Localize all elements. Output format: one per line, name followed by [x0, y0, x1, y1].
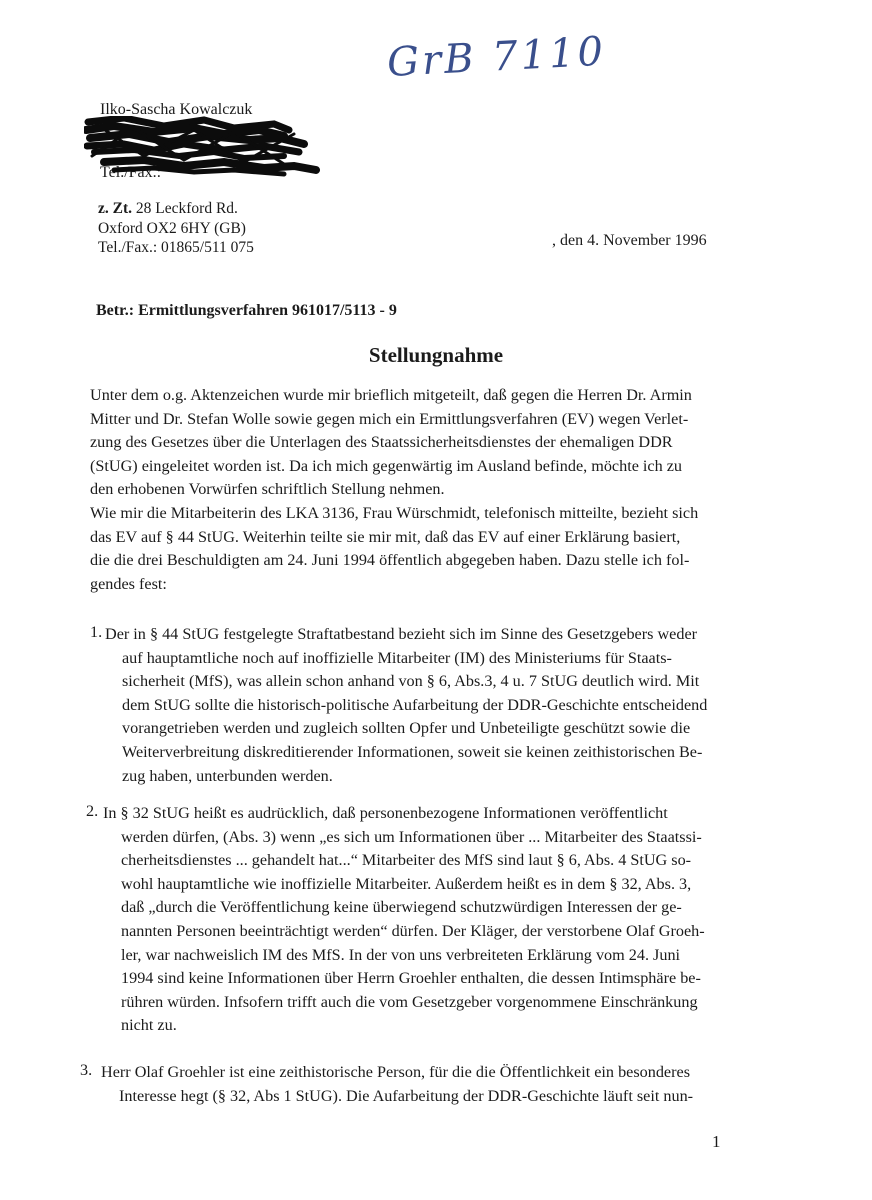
address-street: 28 Leckford Rd. [135, 200, 238, 217]
intro-line: Mitter und Dr. Stefan Wolle sowie gegen mich ein Ermittlungsverfahren (EV) wegen Verlet- [90, 409, 689, 428]
intro-line: das EV auf § 44 StUG. Weiterhin teilte sie mir mit, daß das EV auf einer Erklärung basiert, [90, 527, 681, 546]
redaction-scribble [84, 116, 320, 178]
intro-line: die die drei Beschuldigten am 24. Juni 1994 öffentlich abgegeben haben. Dazu stelle ich fol- [90, 551, 690, 570]
list-item-line: cherheitsdienstes ... gehandelt hat...“ Mitarbeiter des MfS sind laut § 6, Abs. 4 StUG so- [121, 851, 692, 870]
list-item-line: sicherheit (MfS), was allein schon anhand von § 6, Abs.3, 4 u. 7 StUG deutlich wird. Mit [122, 672, 700, 691]
list-item-line: rühren würden. Infsofern trifft auch die vom Gesetzgeber vorgenommene Einschränkung [121, 992, 698, 1011]
subject-line: Betr.: Ermittlungsverfahren 961017/5113 - 9 [96, 302, 397, 319]
list-item-line: Weiterverbreitung diskreditierender Informationen, soweit sie keinen zeithistorischen Be- [122, 742, 703, 761]
address-line-1 [98, 199, 254, 219]
page-number: 1 [712, 1132, 721, 1151]
temporary-address [98, 199, 254, 258]
intro-line: Unter dem o.g. Aktenzeichen wurde mir brieflich mitgeteilt, daß gegen die Herren Dr. Armin [90, 386, 692, 404]
list-item-line: auf hauptamtliche noch auf inoffizielle Mitarbeiter (IM) des Ministeriums für Staats- [122, 648, 672, 667]
list-item-line: Herr Olaf Groehler ist eine zeithistorische Person, für die die Öffentlichkeit ein besonderes [101, 1063, 690, 1081]
list-item [103, 802, 705, 1038]
address-tel: Tel./Fax.: 01865/511 075 [98, 239, 254, 256]
list-item-line: nannten Personen beeinträchtigt werden“ dürfen. Der Kläger, der verstorbene Olaf Groeh- [121, 921, 705, 940]
list-item-line: ler, war nachweislich IM des MfS. In der von uns verbreiteten Erklärung vom 24. Juni [121, 945, 681, 964]
list-item-line: daß „durch die Veröffentlichung keine überwiegend schutzwürdigen Interessen der ge- [121, 898, 682, 917]
intro-line: (StUG) eingeleitet worden ist. Da ich mich gegenwärtig im Ausland befinde, möchte ich zu [90, 456, 683, 475]
sender-tel: Tel./Fax.: [100, 164, 162, 181]
intro-line: gendes fest: [90, 574, 167, 593]
list-item-line: Der in § 44 StUG festgelegte Straftatbestand bezieht sich im Sinne des Gesetzgebers weder [105, 625, 698, 643]
list-item-number: 1. [90, 623, 103, 641]
list-item [101, 1061, 693, 1108]
address-prefix: z. Zt. [98, 200, 133, 217]
sender-name: Ilko-Sascha Kowalczuk [100, 101, 253, 118]
list-item-line: zug haben, unterbunden werden. [122, 766, 333, 785]
list-item-line: In § 32 StUG heißt es audrücklich, daß personenbezogene Informationen veröffentlicht [103, 804, 668, 822]
document-title: Stellungnahme [368, 343, 504, 367]
list-item-line: Interesse hegt (§ 32, Abs 1 StUG). Die Aufarbeitung der DDR-Geschichte läuft seit nun- [119, 1086, 694, 1105]
intro-line: den erhobenen Vorwürfen schriftlich Stellung nehmen. [90, 480, 445, 499]
list-item-line: dem StUG sollte die historisch-politische Aufarbeitung der DDR-Geschichte entscheidend [122, 695, 708, 714]
intro-line: zung des Gesetzes über die Unterlagen des Staatssicherheitsdienstes der ehemaligen DDR [90, 433, 673, 452]
list-item-line: 1994 sind keine Informationen über Herrn Groehler enthalten, die dessen Intimsphäre be- [121, 969, 701, 988]
list-item-line: wohl hauptamtliche wie inoffizielle Mitarbeiter. Außerdem heißt es in dem § 32, Abs. 3, [121, 874, 692, 893]
address-city: Oxford OX2 6HY (GB) [98, 219, 246, 237]
list-item-line: nicht zu. [121, 1016, 177, 1035]
intro-paragraph [90, 384, 750, 596]
list-item-line: werden dürfen, (Abs. 3) wenn „es sich um Informationen über ... Mitarbeiter des Staatssi- [121, 827, 702, 846]
list-item-number: 2. [86, 802, 99, 820]
intro-line: Wie mir die Mitarbeiterin des LKA 3136, Frau Würschmidt, telefonisch mitteilte, bezieht sich [90, 503, 699, 522]
list-item-line: vorangetrieben werden und zugleich sollten Opfer und Unbeteiligte geschützt sowie die [122, 719, 691, 738]
list-item-number: 3. [80, 1061, 93, 1079]
handwritten-note: GrB 7110 [386, 28, 608, 86]
list-item [105, 623, 707, 788]
letter-date: , den 4. November 1996 [552, 232, 707, 249]
